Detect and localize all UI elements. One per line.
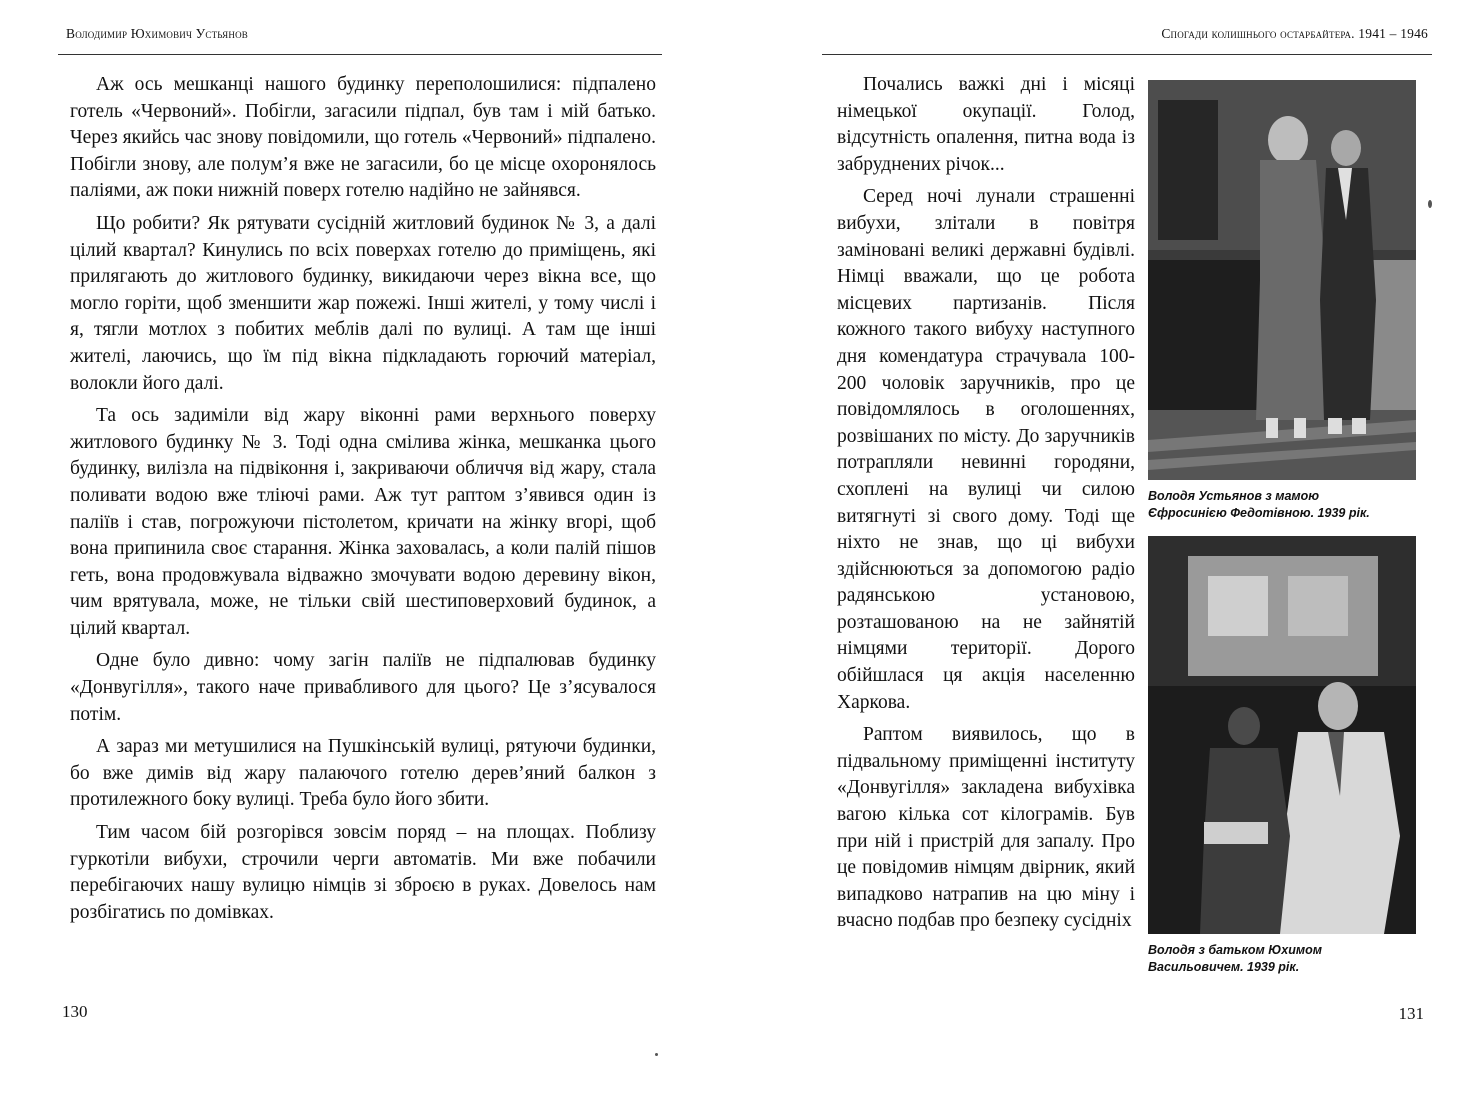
caption-line: Володя Устьянов з мамою: [1148, 489, 1320, 503]
body-text: [837, 72, 1135, 941]
photo-mother-and-son-image: [1148, 80, 1416, 480]
paragraph: Серед ночі лунали страшенні вибухи, злітали в повітря заміновані великі державні будівлі. Німці вважали, що це робота місцевих партизанів. Після кожного такого вибуху наступного дня комендатура страчувала 100-200 чоловік заручників, про це повідомлялось в оголошеннях, розвішаних по місту. До заручників потрапляли невинні городяни, схоплені на вулиці чи силою витягнуті зі свого дому. Тоді ще ніхто не знав, що ці вибухи здійснюються за допомогою радіо радянською установою, розташованою на не зайнятій німцями території. Дорого обійшлася ця акція населенню Харкова.: [837, 186, 1135, 713]
scan-speck: [655, 1053, 658, 1056]
paragraph: А зараз ми метушилися на Пушкінській вулиці, рятуючи будинки, бо вже димів від жару палаючого готелю дерев’яний балкон з протилежного боку вулиці. Треба було його збити.: [70, 736, 656, 811]
caption-line: Володя з батьком Юхимом: [1148, 943, 1322, 957]
photo-caption: [1148, 488, 1428, 522]
header-rule: [822, 54, 1432, 55]
photo-mother-and-son: [1148, 80, 1416, 480]
paragraph: Раптом виявилось, що в підвальному приміщенні інституту «Донвугілля» закладена вибухівка вагою кілька сот кілограмів. Був при ній і пристрій для запалу. Про це повідомив німцям двірник, який випадково натрапив на цю міну і вчасно подбав про безпеку сусідніх: [837, 724, 1135, 932]
caption-line: Єфросинією Федотівною. 1939 рік.: [1148, 506, 1370, 520]
paragraph: Та ось задиміли від жару віконні рами верхнього поверху житлового будинку № 3. Тоді одна смілива жінка, мешканка цього будинку, вилізла на підвіконня і, закриваючи обличчя від жару, стала поливати водою вже тліючі рами. Аж тут раптом з’явився один із паліїв і став, погрожуючи пістолетом, кричати на жінку вгорі, щоб вона припинила своє старання. Жінка заховалась, а коли палій пішов геть, вона продовжувала відважно змочувати водою деревину вікон, чим врятувала, може, не тільки свій шестиповерховий будинок, а цілий квартал.: [70, 405, 656, 639]
caption-line: Васильовичем. 1939 рік.: [1148, 960, 1300, 974]
photo-caption: [1148, 942, 1428, 976]
paragraph: Одне було дивно: чому загін паліїв не підпалював будинку «Донвугілля», такого наче привабливого для цього? Це з’ясувалося потім.: [70, 650, 656, 725]
page-number: 130: [62, 1002, 88, 1021]
scan-speck: [1428, 200, 1432, 208]
photo-father-and-son: [1148, 536, 1416, 934]
photo-father-and-son-image: [1148, 536, 1416, 934]
running-head-title: Спогади колишнього остарбайтера. 1941 – 1946: [1161, 26, 1428, 41]
body-text: [70, 72, 656, 932]
paragraph: Тим часом бій розгорівся зовсім поряд – на площах. Поблизу гуркотіли вибухи, строчили черги автоматів. Ми вже побачили перебігаючих нашу вулицю німців зі зброєю в руках. Довелось нам розбігатись по домівках.: [70, 822, 656, 923]
header-rule: [58, 54, 662, 55]
right-page: [738, 0, 1476, 1098]
running-head-author: Володимир Юхимович Устьянов: [66, 26, 248, 41]
page-number: 131: [1398, 1004, 1424, 1023]
paragraph: Аж ось мешканці нашого будинку переполошилися: підпалено готель «Червоний». Побігли, загасили підпал, був там і мій батько. Через якийсь час знову повідомили, що готель «Червоний» підпалено. Побігли знову, але полум’я вже не загасили, бо це місце охоронялось паліями, аж поки нижній поверх готелю надійно не зайнявся.: [70, 74, 656, 202]
paragraph: Що робити? Як рятувати сусідній житловий будинок № 3, а далі цілий квартал? Кинулись по всіх поверхах готелю до приміщень, які прилягають до житлового будинку, викидаючи через вікна все, що могло горіти, щоб зменшити жар пожежі. Інші жителі, у тому числі і я, тягли мотлох з побитих меблів далі по вулиці. А там ще інші жителі, лаючись, що їм під вікна підкладають горючий матеріал, волокли його далі.: [70, 212, 656, 394]
paragraph: Почались важкі дні і місяці німецької окупації. Голод, відсутність опалення, питна вода із забруднених річок...: [837, 74, 1135, 175]
